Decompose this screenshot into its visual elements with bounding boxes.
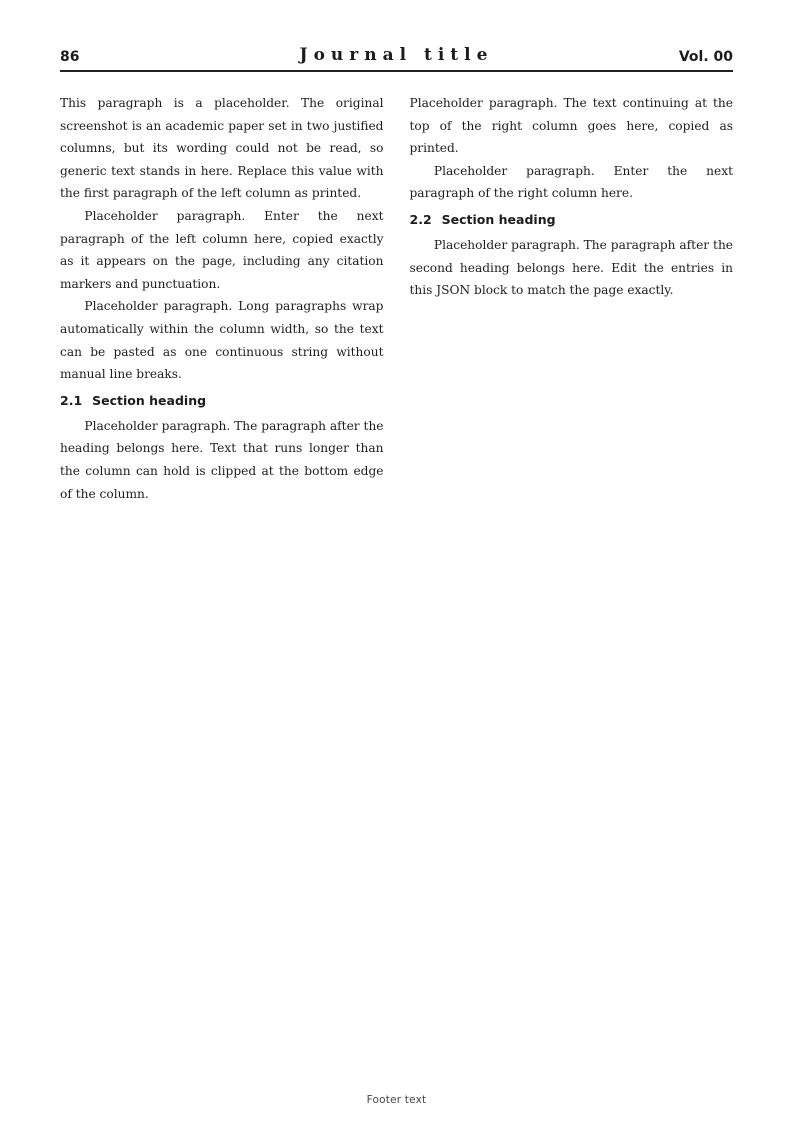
body-paragraph: This paragraph is a placeholder. The original screenshot is an academic paper set in two justified columns, but its wording could not be read, so generic text stands in here. Replace this value with the first paragraph of the left column as printed. xyxy=(60,96,384,201)
left-column xyxy=(60,92,384,1057)
section-number: 2.2 xyxy=(409,211,432,227)
right-column xyxy=(410,92,734,1057)
body-paragraph: Placeholder paragraph. Enter the next paragraph of the left column here, copied exactly as it appears on the page, including any citation markers and punctuation. xyxy=(60,208,384,291)
journal-volume: Vol. 00 xyxy=(678,49,733,65)
section-title: Section heading xyxy=(441,211,556,227)
copyright-footer: Footer text xyxy=(366,1094,427,1106)
page-header xyxy=(60,38,733,72)
section-number: 2.1 xyxy=(60,392,83,408)
body-paragraph: Placeholder paragraph. The paragraph after the second heading belongs here. Edit the entries in this JSON block to match the page exactly. xyxy=(409,237,733,298)
body-paragraph: Placeholder paragraph. The paragraph after the heading belongs here. Text that runs longer than the column can hold is clipped at the bottom edge of the column. xyxy=(60,418,384,501)
body-paragraph: Placeholder paragraph. The text continuing at the top of the right column goes here, copied as printed. xyxy=(409,96,733,156)
body-paragraph: Placeholder paragraph. Long paragraphs wrap automatically within the column width, so the text can be pasted as one continuous string without manual line breaks. xyxy=(60,299,384,382)
section-heading xyxy=(410,208,734,232)
journal-title: Journal title xyxy=(299,45,494,65)
body-paragraph: Placeholder paragraph. Enter the next paragraph of the right column here. xyxy=(409,163,733,201)
section-title: Section heading xyxy=(92,392,207,408)
page-number: 86 xyxy=(60,49,80,65)
body-columns xyxy=(60,92,733,1057)
section-heading xyxy=(60,389,384,413)
